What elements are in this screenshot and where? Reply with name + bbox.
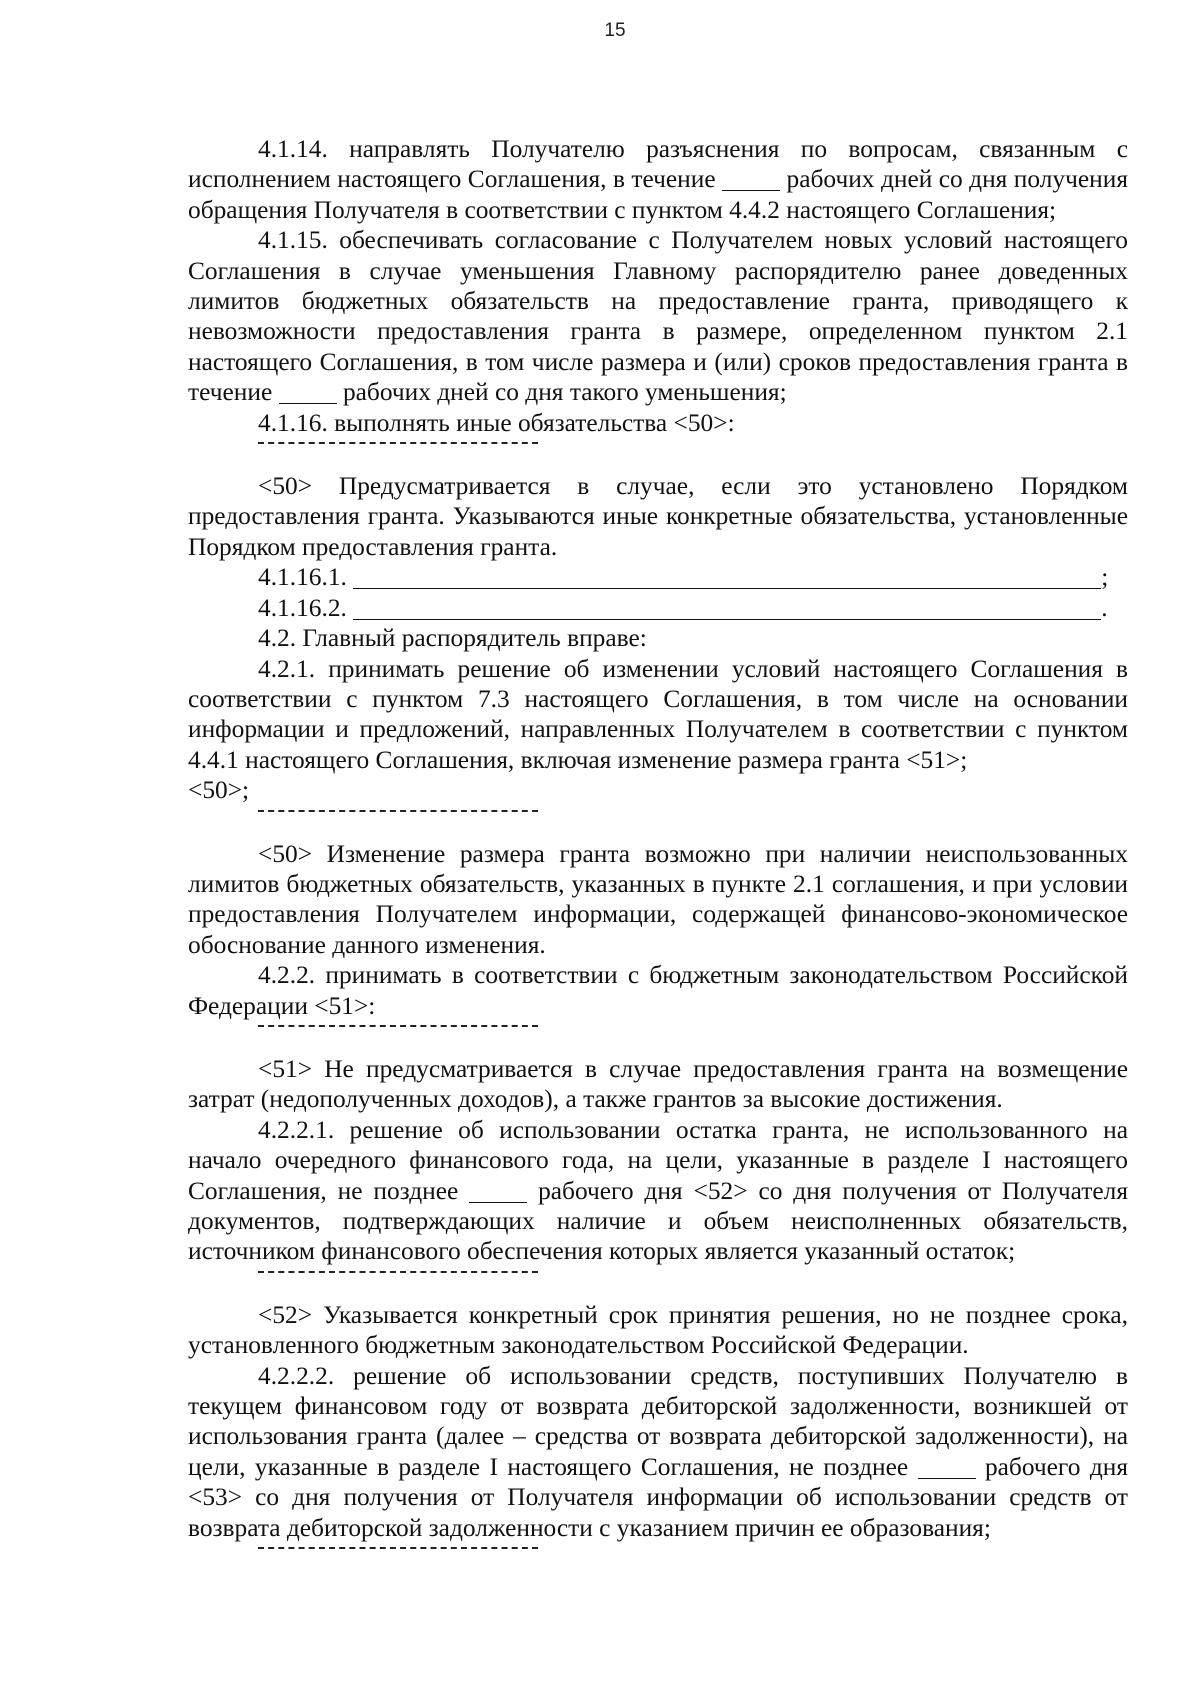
footnote-separator [258,442,538,444]
document-body [188,134,1128,1576]
footnote-50-b: <50> Изменение размера гранта возможно при наличии неиспользованных лимитов бюджетных обязательств, указанных в пункте 2.1 соглашения, и при условии предоставления Получателем информации, содержащей финансово-экономическое обоснование данного изменения. [188,839,1128,959]
blank-field [279,378,337,404]
clause-4-1-16-1-end: ; [1101,563,1109,592]
clause-4-2-2-2-text-end: рабочего дня <53> со дня получения от Получателя информации об использовании средств от возврата дебиторской задолженности с указанием причин ее образования; [188,1452,1129,1542]
blank-field [918,1452,976,1478]
clause-4-1-16-1-number: 4.1.16.1. [258,563,347,592]
footnote-separator [258,1025,538,1027]
footnote-50-a: <50> Предусматривается в случае, если это установлено Порядком предоставления гранта. Указываются иные конкретные обязательства, установленные Порядком предоставления гранта. [188,472,1128,561]
blank-field [353,563,1101,589]
page-number: 15 [604,20,626,41]
clause-4-1-16-2-number: 4.1.16.2. [258,593,347,622]
clause-4-1-15-text-start: 4.1.15. обеспечивать согласование с Получателем новых условий настоящего Соглашения в случае уменьшения Главному распорядителю ранее доведенных лимитов бюджетных обязательств на предоставление гранта, приводящего к невозможности предоставления гранта в размере, определенном пунктом 2.1 настоящего Соглашения, в том числе размера и (или) сроков предоставления гранта в течение [188,226,1128,407]
clause-4-1-14-text-end: рабочих дней со дня получения обращения Получателя в соответствии с пунктом 4.4.2 настоящего Соглашения; [188,165,1128,224]
footnote-51: <51> Не предусматривается в случае предоставления гранта на возмещение затрат (недополученных доходов), а также грантов за высокие достижения. [188,1054,1128,1114]
clause-4-1-15 [188,225,1128,407]
clause-4-2-2-1-text-end: рабочего дня <52> со дня получения от Получателя документов, подтверждающих наличие и объем неисполненных обязательств, источником финансового обеспечения которых является указанный остаток; [188,1176,1129,1266]
clause-4-1-16-2-end: . [1101,593,1108,622]
clause-4-2-2-1 [188,1115,1128,1267]
clause-4-1-16: 4.1.16. выполнять иные обязательства <50>: [258,408,735,437]
clause-4-1-15-text-end: рабочих дней со дня такого уменьшения; [342,378,787,407]
clause-4-2-1-ref: <50>; [188,776,250,805]
footnote-separator [258,1271,538,1273]
clause-4-1-16-2 [188,593,1128,623]
clause-4-2-2-1-text-start: 4.2.2.1. решение об использовании остатка гранта, не использованного на начало очередного финансового года, на цели, указанные в разделе I настоящего Соглашения, не позднее [188,1115,1128,1205]
clause-4-1-16-1 [188,562,1128,592]
blank-field [722,165,780,191]
clause-4-1-14 [188,134,1128,225]
blank-field [469,1176,527,1202]
footnote-52: <52> Указывается конкретный срок принятия решения, но не позднее срока, установленного бюджетным законодательством Российской Федерации. [188,1300,1128,1360]
clause-4-2-2-2 [188,1361,1128,1543]
clause-4-2-1: 4.2.1. принимать решение об изменении условий настоящего Соглашения в соответствии с пунктом 7.3 настоящего Соглашения, в том числе на основании информации и предложений, направленных Получателем в соответствии с пунктом 4.4.1 настоящего Соглашения, включая изменение размера гранта <51>; [188,654,1128,774]
clause-4-2: 4.2. Главный распорядитель вправе: [258,624,647,653]
blank-field [353,593,1101,619]
clause-4-2-2: 4.2.2. принимать в соответствии с бюджетным законодательством Российской Федерации <51>: [188,961,1128,1020]
footnote-separator [258,1547,538,1549]
footnote-separator [258,810,538,812]
clause-4-1-14-text-start: 4.1.14. направлять Получателю разъяснения по вопросам, связанным с исполнением настоящего Соглашения, в течение [188,135,1128,194]
clause-4-2-2-2-text-start: 4.2.2.2. решение об использовании средств, поступивших Получателю в текущем финансовом году от возврата дебиторской задолженности, возникшей от использования гранта (далее – средства от возврата дебиторской задолженности), на цели, указанные в разделе I настоящего Соглашения, не позднее [188,1361,1128,1481]
